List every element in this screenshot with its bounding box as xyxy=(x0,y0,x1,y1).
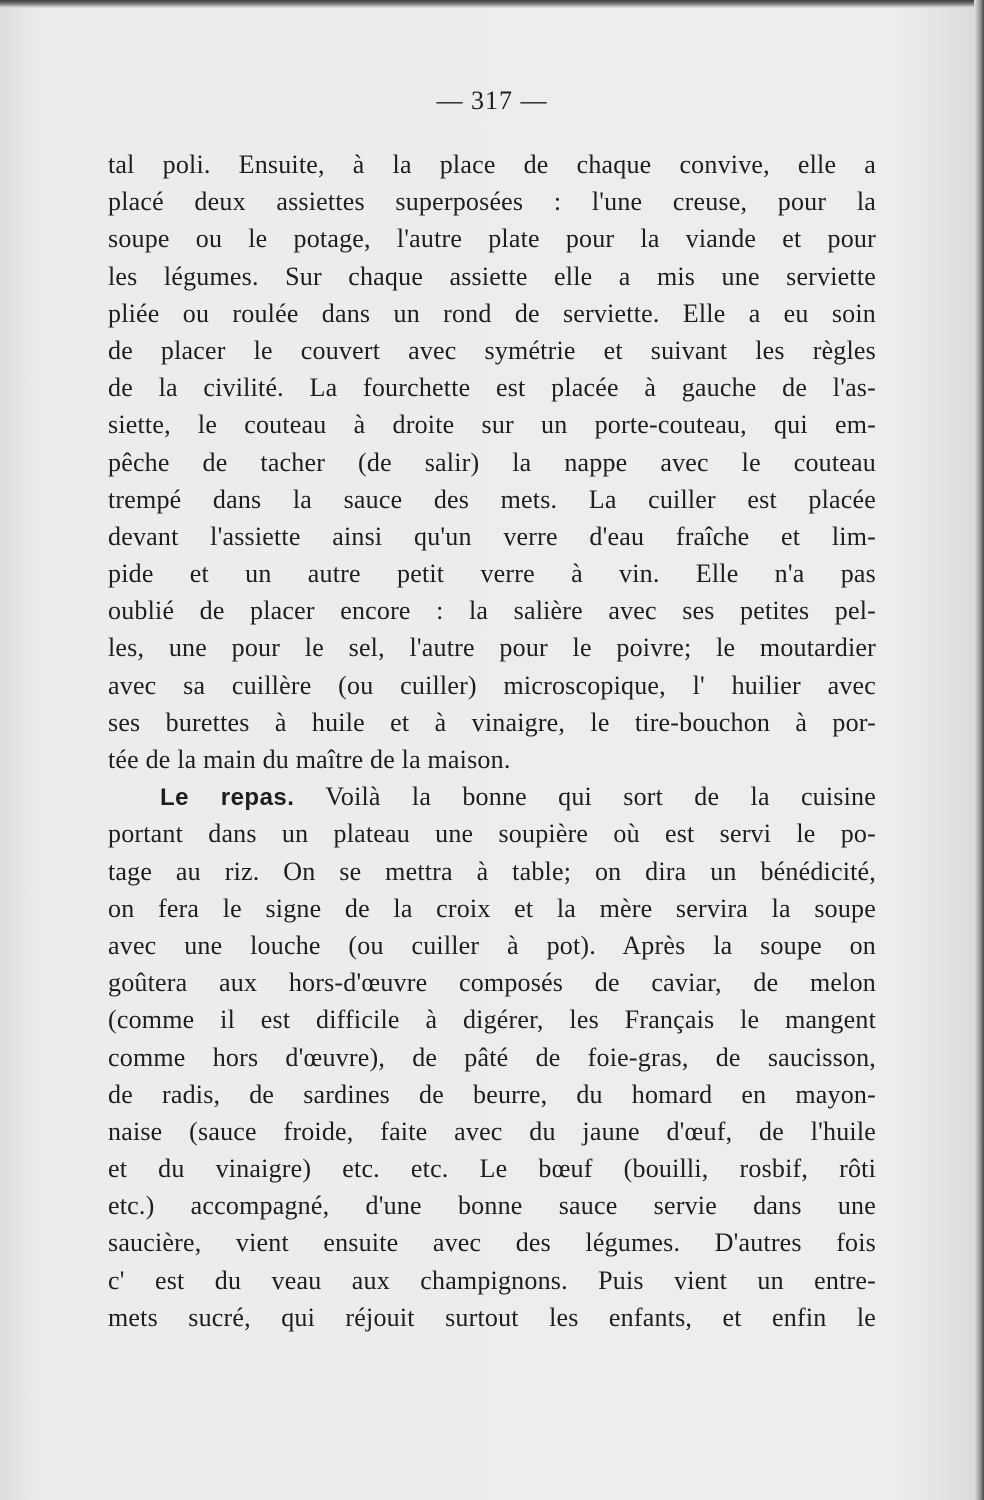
section-heading: Le repas. xyxy=(160,784,295,812)
text-line: placé deux assiettes superposées : l'une creuse, pour la xyxy=(108,187,876,217)
page-right-edge xyxy=(974,0,984,1500)
text-line: trempé dans la sauce des mets. La cuiller est placée xyxy=(108,484,876,514)
text-line: saucière, vient ensuite avec des légumes. D'autres fois xyxy=(108,1228,876,1258)
text-line: pide et un autre petit verre à vin. Elle n'a pas xyxy=(108,559,876,589)
text-line: les, une pour le sel, l'autre pour le poivre; le moutardier xyxy=(108,633,876,663)
text-line: pêche de tacher (de salir) la nappe avec le couteau xyxy=(108,447,876,477)
text-line: ses burettes à huile et à vinaigre, le tire-bouchon à por- xyxy=(108,707,876,737)
paragraph-place-setting xyxy=(108,146,876,778)
text-line: les légumes. Sur chaque assiette elle a mis une serviette xyxy=(108,261,876,291)
body-text xyxy=(108,146,876,1336)
page-number: — 317 — xyxy=(436,86,548,115)
text-line: portant dans un plateau une soupière où est servi le po- xyxy=(108,819,876,849)
text-line: on fera le signe de la croix et la mère servira la soupe xyxy=(108,893,876,923)
text-line: tal poli. Ensuite, à la place de chaque convive, elle a xyxy=(108,150,876,179)
text-line: comme hors d'œuvre), de pâté de foie-gras, de saucisson, xyxy=(108,1042,876,1072)
text-line: c' est du veau aux champignons. Puis vient un entre- xyxy=(108,1265,876,1295)
text-line: tée de la main du maître de la maison. xyxy=(108,745,511,774)
text-line: oublié de placer encore : la salière avec ses petites pel- xyxy=(108,596,876,626)
text-line: de radis, de sardines de beurre, du homard en mayon- xyxy=(108,1079,876,1109)
page-top-edge xyxy=(0,0,984,8)
paragraph-le-repas xyxy=(108,778,876,1336)
text-line: avec sa cuillère (ou cuiller) microscopique, l' huilier avec xyxy=(108,670,876,700)
section-first-line xyxy=(108,778,876,815)
text-line: naise (sauce froide, faite avec du jaune d'œuf, de l'huile xyxy=(108,1116,876,1146)
text-line: devant l'assiette ainsi qu'un verre d'eau fraîche et lim- xyxy=(108,521,876,551)
text-line: etc.) accompagné, d'une bonne sauce servie dans une xyxy=(108,1191,876,1221)
text-line: avec une louche (ou cuiller à pot). Après la soupe on xyxy=(108,930,876,960)
text-line: (comme il est difficile à digérer, les Français le mangent xyxy=(108,1005,876,1035)
text-line: goûtera aux hors-d'œuvre composés de caviar, de melon xyxy=(108,968,876,998)
text-line: de placer le couvert avec symétrie et suivant les règles xyxy=(108,335,876,365)
text-line: pliée ou roulée dans un rond de serviette. Elle a eu soin xyxy=(108,298,876,328)
text-line-rest: Voilà la bonne qui sort de la cuisine xyxy=(325,782,876,812)
text-line: soupe ou le potage, l'autre plate pour la viande et pour xyxy=(108,224,876,254)
text-line: de la civilité. La fourchette est placée à gauche de l'as- xyxy=(108,373,876,403)
text-line: tage au riz. On se mettra à table; on dira un bénédicité, xyxy=(108,856,876,886)
text-line: mets sucré, qui réjouit surtout les enfants, et enfin le xyxy=(108,1302,876,1332)
text-line: et du vinaigre) etc. etc. Le bœuf (bouilli, rosbif, rôti xyxy=(108,1154,876,1184)
text-line: siette, le couteau à droite sur un porte-couteau, qui em- xyxy=(108,410,876,440)
